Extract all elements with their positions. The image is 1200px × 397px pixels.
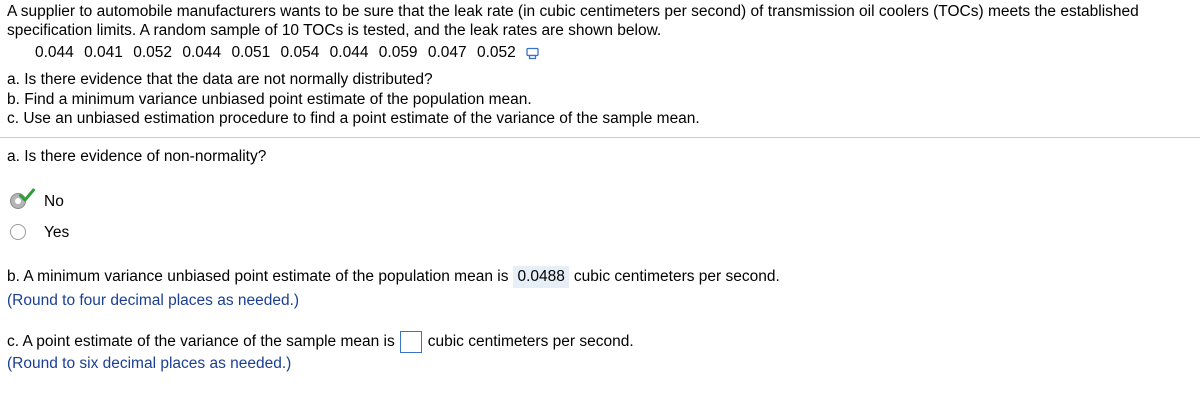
question-a: a. Is there evidence that the data are not normally distributed?	[7, 71, 433, 88]
option-yes-label: Yes	[44, 224, 70, 241]
section-divider	[0, 137, 1200, 138]
question-b: b. Find a minimum variance unbiased point estimate of the population mean.	[7, 90, 532, 108]
problem-intro: A supplier to automobile manufacturers wants to be sure that the leak rate (in cubic centimeters per second) of transmission oil coolers (TOCs) meets the established specification limits. A random sample of 10 TOCs is tested, and the leak rates are shown below.	[7, 3, 1139, 39]
option-no-label: No	[44, 193, 64, 210]
data-value: 0.051	[231, 44, 271, 61]
part-c-statement	[7, 331, 634, 353]
question-list	[7, 70, 700, 129]
question-c: c. Use an unbiased estimation procedure to find a point estimate of the variance of the sample mean.	[7, 110, 700, 127]
data-value: 0.047	[427, 44, 467, 61]
part-b-statement	[7, 266, 780, 288]
checkmark-icon	[19, 188, 35, 202]
part-c-prefix: c. A point estimate of the variance of the sample mean is	[7, 333, 395, 350]
data-value: 0.054	[280, 44, 320, 61]
data-value: 0.052	[133, 44, 173, 61]
part-c-hint: (Round to six decimal places as needed.)	[7, 355, 292, 372]
part-b-answer: 0.0488	[513, 266, 568, 288]
data-value: 0.044	[182, 44, 222, 61]
data-value: 0.059	[378, 44, 418, 61]
radio-yes-wrap	[7, 222, 33, 244]
data-value: 0.044	[35, 44, 74, 61]
data-value: 0.044	[329, 44, 369, 61]
data-value: 0.052	[476, 44, 516, 61]
data-values	[35, 44, 522, 62]
part-b-hint: (Round to four decimal places as needed.)	[7, 292, 300, 309]
part-c-suffix: cubic centimeters per second.	[427, 333, 634, 350]
part-a-question: a. Is there evidence of non-normality?	[7, 148, 267, 165]
part-b-suffix: cubic centimeters per second.	[573, 268, 780, 285]
option-no[interactable]	[7, 191, 64, 213]
data-values-row	[35, 44, 540, 62]
data-value: 0.041	[84, 44, 123, 61]
option-yes[interactable]	[7, 222, 69, 244]
radio-no-wrap	[7, 191, 33, 213]
copy-data-icon[interactable]	[526, 47, 540, 61]
part-c-answer-input[interactable]	[400, 331, 422, 353]
part-b-prefix: b. A minimum variance unbiased point estimate of the population mean is	[7, 268, 509, 285]
radio-yes[interactable]	[10, 224, 26, 240]
